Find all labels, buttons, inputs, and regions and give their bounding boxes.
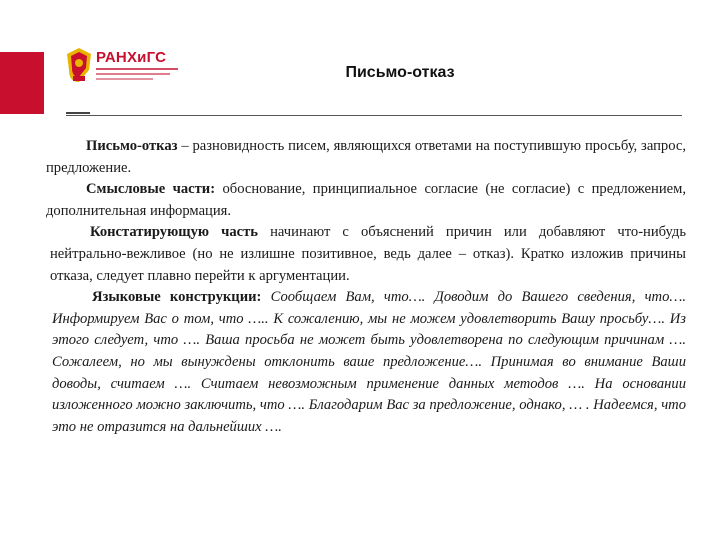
divider — [66, 115, 682, 116]
accent-bar — [0, 52, 44, 114]
term-semantic-parts: Смысловые части: — [86, 181, 216, 198]
definition-text: – разновидность писем, являющихся ответами на поступившую просьбу, запрос, предложение. — [46, 138, 686, 176]
paragraph-stating-part — [46, 222, 686, 287]
term-stating-part: Констатирующую часть — [90, 224, 259, 241]
body-text — [46, 136, 686, 438]
logo-text: РАНХиГС — [96, 49, 167, 66]
term-letter-refusal: Письмо-отказ — [86, 138, 178, 154]
stating-part-text: начинают с объяснений причин или добавляют что-нибудь нейтрально-вежливое (но не излишне позитивное, ведь далее – отказ). Кратко изложив причины отказа, следует плавно перейти к аргументации. — [50, 224, 687, 284]
eagle-emblem-icon — [64, 46, 94, 84]
paragraph-definition — [46, 136, 686, 179]
language-constructions-text: Сообщаем Вам, что…. Доводим до Вашего сведения, что…. Информируем Вас о том, что ….. К сожалению, мы не можем удовлетворить Вашу просьбу…. Из этого следует, что …. Ваша просьба не может быть удовлетворена по следующим причинам …. Сожалеем, но мы вынуждены отклонить ваше предложение…. Принимая во внимание Ваши доводы, считаем …. Считаем невозможным применение данных методов …. На основании изложенного можно заключить, что …. Благодарим Вас за предложение, однако, … . Надеемся, что это не отразится на дальнейших …. — [52, 289, 687, 435]
paragraph-language-constructions — [46, 287, 686, 438]
divider-accent — [66, 112, 90, 114]
semantic-parts-text: обоснование, принципиальное согласие (не согласие) с предложением, дополнительная информация. — [46, 181, 686, 219]
paragraph-semantic-parts — [46, 179, 686, 222]
logo-decoration — [96, 68, 178, 83]
ranepa-logo — [64, 46, 184, 84]
term-language-constructions: Языковые конструкции: — [92, 289, 262, 306]
page-title: Письмо-отказ — [345, 64, 455, 81]
